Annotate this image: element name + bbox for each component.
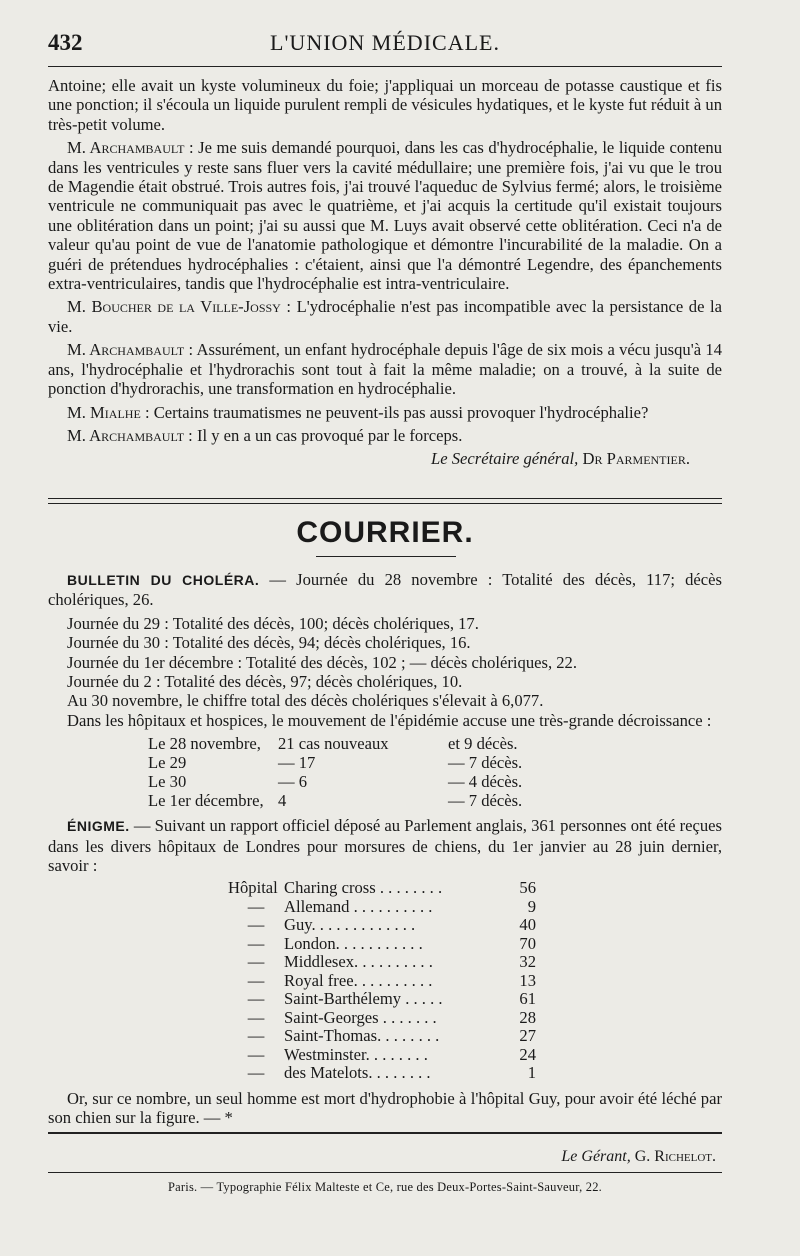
table-row xyxy=(148,734,522,753)
movement-deaths: — 7 décès. xyxy=(448,753,523,773)
hospital-count: 9 xyxy=(527,896,536,916)
hospital-prefix: — xyxy=(247,933,265,953)
day-report: Journée du 30 : Totalité des décès, 94; décès cholériques, 16. xyxy=(67,633,471,653)
printer-imprint: Paris. — Typographie Félix Malteste et Ce, rue des Deux-Portes-Saint-Sauveur, 22. xyxy=(168,1180,602,1194)
paragraph-mialhe xyxy=(48,403,722,422)
hospital-count: 27 xyxy=(519,1026,536,1046)
table-row xyxy=(228,953,536,972)
hospital-count: 70 xyxy=(519,933,536,953)
hospital-count: 28 xyxy=(519,1007,536,1027)
hospital-name: Charing cross . . . . . . . . xyxy=(284,878,443,898)
hospital-prefix: — xyxy=(247,1044,265,1064)
header-rule xyxy=(48,66,722,67)
hospital-name: Westminster. . . . . . . . xyxy=(284,1044,428,1064)
speech-text: Il y en a un cas provoqué par le forceps. xyxy=(196,425,463,445)
hospital-name: London. . . . . . . . . . . xyxy=(284,933,423,953)
movement-date: Le 29 xyxy=(148,753,187,773)
day-report: Journée du 2 : Totalité des décès, 97; décès cholériques, 10. xyxy=(67,672,463,692)
gerant-signature xyxy=(48,1148,722,1166)
enigme-label: ÉNIGME. xyxy=(67,818,130,835)
signature-role: Le Secrétaire général, xyxy=(431,449,579,469)
paragraph-archambault-1 xyxy=(48,138,722,293)
speech-text: Je me suis demandé pourquoi, dans les cas d'hydrocéphalie, le liquide contenu dans les ventricules y reste sans fluer vers la cavité médullaire; une première fois, j'ai vu que le trou de Magendie était obstrué. Trois autres fois, j'ai trouvé l'aqueduc de Sylvius fermé; alors, le troisième ventricule ne communiquait pas avec le quatrième, et j'ai acquis la certitude qu'il existait toujours une oblitération dans un point; j'ai su aussi que M. Luys avait observé cette oblitération. Ceci n'a de valeur qu'au point de vue de l'anatomie pathologique et démontre l'incurabilité de la maladie. On a guéri de prétendues hydrocéphalies : c'étaient, ainsi que l'a démontré Legendre, des épanchements extra-ventriculaires, tandis que l'hydrocéphalie est intra-ventriculaire. xyxy=(48,138,722,294)
movement-deaths: — 4 décès. xyxy=(448,772,523,792)
hospital-name: Middlesex. . . . . . . . . . xyxy=(284,952,433,972)
movement-deaths: et 9 décès. xyxy=(448,734,518,754)
closing-paragraph: Or, sur ce nombre, un seul homme est mort d'hydrophobie à l'hôpital Guy, pour avoir été léché par son chien sur la figure. — * xyxy=(48,1088,722,1128)
table-row xyxy=(228,1064,536,1083)
hospital-prefix: — xyxy=(247,915,265,935)
printer-line-wrap xyxy=(48,1180,722,1195)
gerant-role: Le Gérant, xyxy=(561,1148,631,1165)
table-row xyxy=(228,1046,536,1065)
movement-date: Le 1er décembre, xyxy=(148,791,264,811)
table-row xyxy=(228,1027,536,1046)
courrier-title: COURRIER. xyxy=(296,516,474,549)
day-report: Journée du 29 : Totalité des décès, 100; décès cholériques, 17. xyxy=(67,613,479,633)
table-row xyxy=(148,791,522,810)
speech-text: L'ydrocéphalie n'est pas incompatible avec la persistance de la vie. xyxy=(48,297,722,336)
table-row xyxy=(228,916,536,935)
hospital-prefix: — xyxy=(247,952,265,972)
hospital-count: 24 xyxy=(519,1044,536,1064)
table-row xyxy=(228,972,536,991)
hospital-count: 40 xyxy=(519,915,536,935)
speaker-name: M. Archambault : xyxy=(67,425,193,445)
hospital-count: 1 xyxy=(527,1063,536,1083)
hospital-count: 32 xyxy=(519,952,536,972)
day-report: Journée du 1er décembre : Totalité des décès, 102 ; — décès cholériques, 22. xyxy=(67,652,577,672)
hospital-prefix: — xyxy=(247,970,265,990)
enigme-paragraph xyxy=(48,816,722,875)
hospital-count: 13 xyxy=(519,970,536,990)
hospital-name: Royal free. . . . . . . . . . xyxy=(284,970,433,990)
running-title: L'UNION MÉDICALE. xyxy=(270,30,500,55)
bulletin-label: BULLETIN DU CHOLÉRA. xyxy=(67,572,260,588)
speaker-name: M. Mialhe : xyxy=(67,402,150,422)
page-number: 432 xyxy=(48,30,83,55)
speaker-name: M. Archambault : xyxy=(67,340,194,360)
hospital-name: Saint-Barthélemy . . . . . xyxy=(284,989,443,1009)
page-header xyxy=(48,26,722,60)
hospital-name: Saint-Georges . . . . . . . xyxy=(284,1007,437,1027)
table-row xyxy=(228,898,536,917)
hospital-table xyxy=(228,879,536,1083)
secretary-signature xyxy=(48,449,722,468)
courrier-underline xyxy=(316,556,456,557)
table-row xyxy=(148,753,522,772)
hospitals-decrease: Dans les hôpitaux et hospices, le mouvement de l'épidémie accuse une très-grande décroissance : xyxy=(67,710,712,730)
cholera-bulletin xyxy=(48,570,722,610)
paragraph-boucher xyxy=(48,297,722,336)
movement-table xyxy=(148,734,522,810)
hospital-name: Allemand . . . . . . . . . . xyxy=(284,896,433,916)
gerant-name: G. Richelot. xyxy=(634,1148,716,1165)
movement-date: Le 30 xyxy=(148,772,187,792)
hospital-prefix: — xyxy=(247,1026,265,1046)
total-deaths: Au 30 novembre, le chiffre total des décès cholériques s'élevait à 6,077. xyxy=(67,691,544,711)
movement-date: Le 28 novembre, xyxy=(148,734,261,754)
hospital-count: 61 xyxy=(519,989,536,1009)
hospital-prefix: — xyxy=(247,989,265,1009)
speaker-name: M. Boucher de la Ville-Jossy : xyxy=(67,297,291,317)
movement-cases: 21 cas nouveaux xyxy=(278,734,389,754)
table-row xyxy=(148,772,522,791)
section-rule-bottom xyxy=(48,503,722,504)
footer-rule-bottom xyxy=(48,1172,722,1173)
paragraph-archambault-3 xyxy=(48,426,722,445)
table-row xyxy=(228,990,536,1009)
table-row xyxy=(228,879,536,898)
hospital-prefix: — xyxy=(247,896,265,916)
discussion-section xyxy=(48,76,722,473)
page-footer xyxy=(48,1148,722,1166)
hospital-prefix: — xyxy=(247,1063,265,1083)
paragraph-archambault-2 xyxy=(48,340,722,398)
hospital-name: Saint-Thomas. . . . . . . . xyxy=(284,1026,440,1046)
hospital-name: des Matelots. . . . . . . . xyxy=(284,1063,431,1083)
speech-text: Certains traumatismes ne peuvent-ils pas aussi provoquer l'hydrocéphalie? xyxy=(153,402,649,422)
section-rule-top xyxy=(48,498,722,499)
speech-text: Assurément, un enfant hydrocéphale depuis l'âge de six mois a vécu jusqu'à 14 ans, l'hydrocéphalie et l'hydrorachis sont tout à fait la même maladie; on a trouvé, à la suite de ponction d'hydrorachis, une transformation en hydrocéphalie. xyxy=(48,340,722,399)
movement-cases: 4 xyxy=(278,791,287,811)
movement-deaths: — 7 décès. xyxy=(448,791,523,811)
enigme-text: — Suivant un rapport officiel déposé au Parlement anglais, 361 personnes ont été reçues dans les divers hôpitaux de Londres pour morsures de chiens, du 1er janvier au 28 juin dernier, savoir : xyxy=(48,816,722,876)
hospital-name: Guy. . . . . . . . . . . . . xyxy=(284,915,416,935)
hospital-prefix: — xyxy=(247,1007,265,1027)
movement-cases: — 17 xyxy=(278,753,316,773)
footer-rule-top xyxy=(48,1132,722,1134)
table-row xyxy=(228,935,536,954)
paragraph-antoine: Antoine; elle avait un kyste volumineux du foie; j'appliquai un morceau de potasse caustique et fis une ponction; il s'écoula un liquide purulent rempli de vésicules hydatiques, et le kyste fut réduit à un très-petit volume. xyxy=(48,76,722,134)
hospital-count: 56 xyxy=(519,878,536,898)
bulletin-text: — Journée du 28 novembre : Totalité des décès, 117; décès cholériques, 26. xyxy=(48,570,722,610)
speaker-name: M. Archambault : xyxy=(67,138,194,158)
movement-cases: — 6 xyxy=(278,772,308,792)
hospital-prefix: Hôpital xyxy=(228,878,278,898)
signature-name: Dr Parmentier. xyxy=(582,449,690,469)
table-row xyxy=(228,1009,536,1028)
courrier-section xyxy=(48,570,722,1132)
